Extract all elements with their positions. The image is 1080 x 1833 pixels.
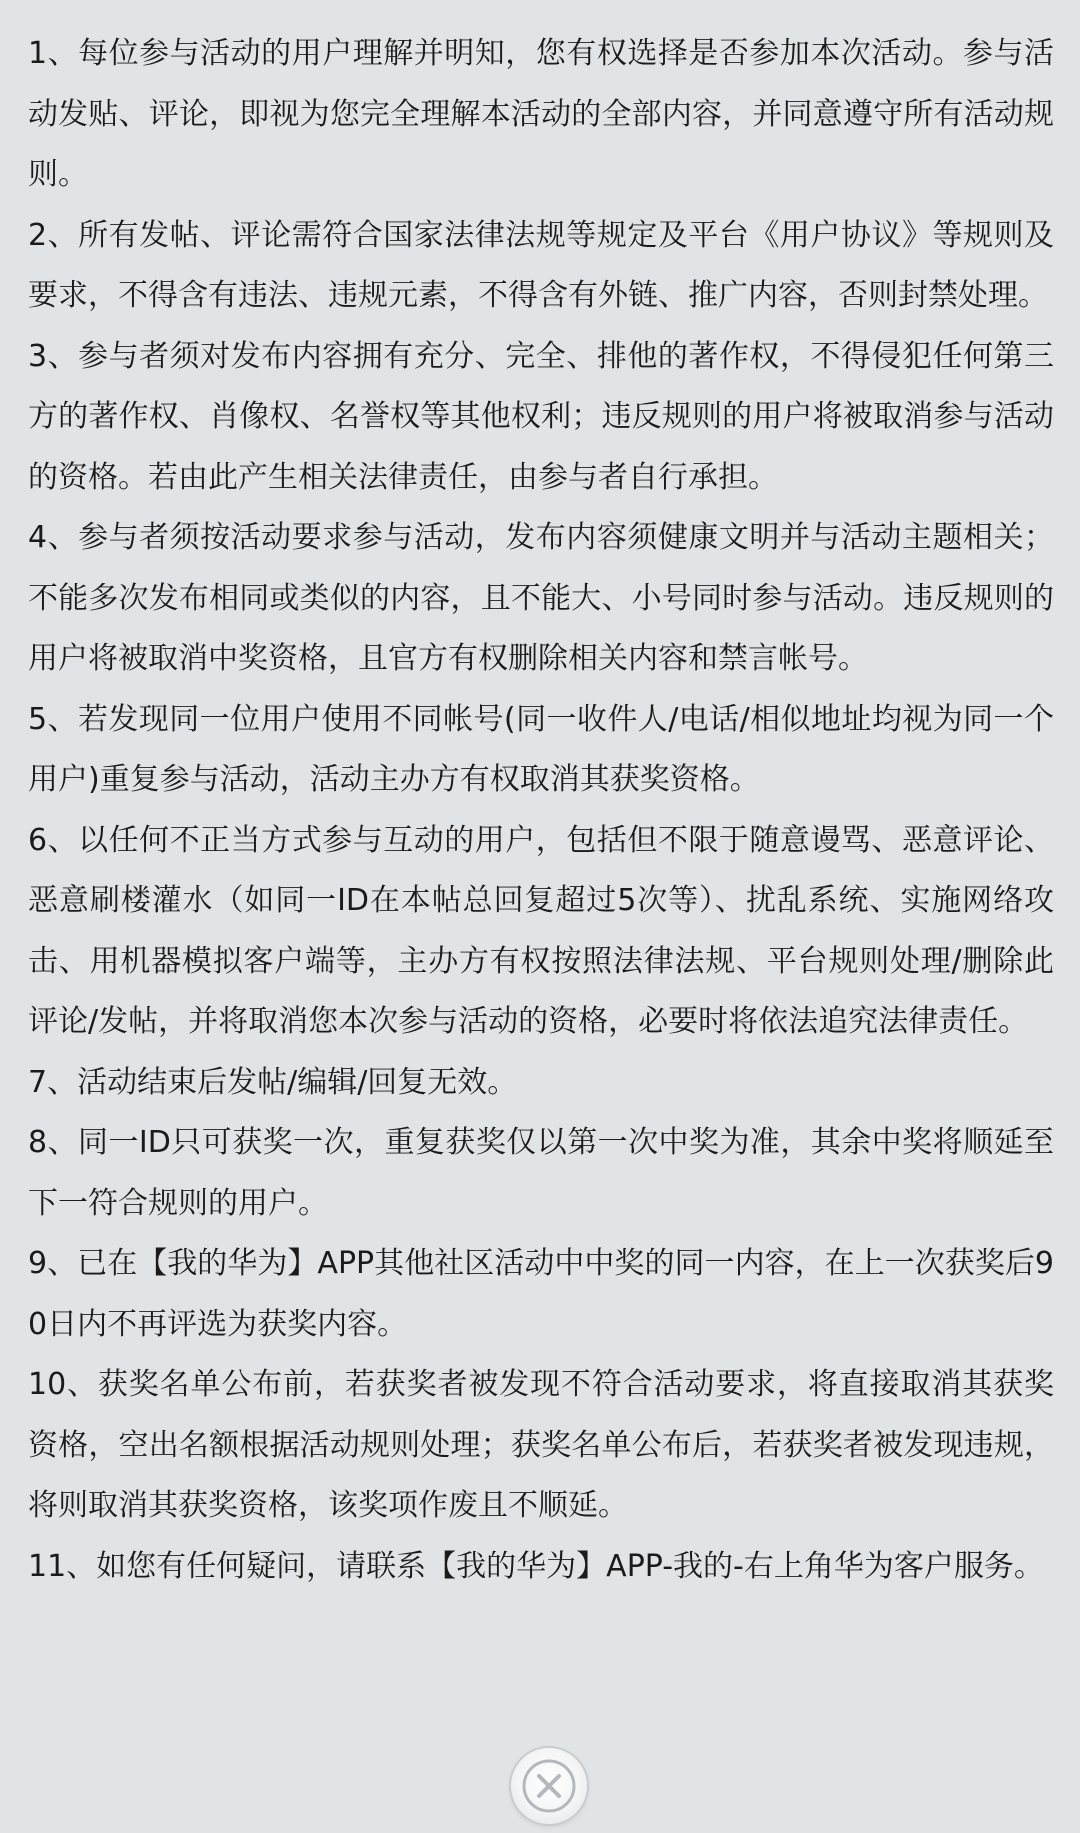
rule-item-2: 2、所有发帖、评论需符合国家法律法规等规定及平台《用户协议》等规则及要求，不得含有违法、违规元素，不得含有外链、推广内容，否则封禁处理。 <box>28 217 1054 313</box>
rule-item-7: 7、活动结束后发帖/编辑/回复无效。 <box>28 1064 518 1100</box>
rule-item-5: 5、若发现同一位用户使用不同帐号(同一收件人/电话/相似地址均视为同一个用户)重复参与活动，活动主办方有权取消其获奖资格。 <box>28 701 1054 797</box>
rule-item-11: 11、如您有任何疑问，请联系【我的华为】APP-我的-右上角华为客户服务。 <box>28 1548 1044 1584</box>
rule-item-1: 1、每位参与活动的用户理解并明知，您有权选择是否参加本次活动。参与活动发贴、评论，即视为您完全理解本活动的全部内容，并同意遵守所有活动规则。 <box>28 36 1054 192</box>
rule-item-8: 8、同一ID只可获奖一次，重复获奖仅以第一次中奖为准，其余中奖将顺延至下一符合规则的用户。 <box>28 1125 1054 1221</box>
rule-item-4: 4、参与者须按活动要求参与活动，发布内容须健康文明并与活动主题相关；不能多次发布相同或类似的内容，且不能大、小号同时参与活动。违反规则的用户将被取消中奖资格，且官方有权删除相关内容和禁言帐号。 <box>28 520 1054 676</box>
rule-item-6: 6、以任何不正当方式参与互动的用户，包括但不限于随意谩骂、恶意评论、恶意刷楼灌水（如同一ID在本帖总回复超过5次等）、扰乱系统、实施网络攻击、用机器模拟客户端等，主办方有权按照法律法规、平台规则处理/删除此评论/发帖，并将取消您本次参与活动的资格，必要时将依法追究法律责任。 <box>28 822 1054 1039</box>
close-button[interactable] <box>511 1748 587 1824</box>
rule-item-9: 9、已在【我的华为】APP其他社区活动中中奖的同一内容，在上一次获奖后90日内不再评选为获奖内容。 <box>28 1246 1054 1342</box>
rule-item-3: 3、参与者须对发布内容拥有充分、完全、排他的著作权，不得侵犯任何第三方的著作权、肖像权、名誉权等其他权利；违反规则的用户将被取消参与活动的资格。若由此产生相关法律责任，由参与者自行承担。 <box>28 338 1054 495</box>
rules-list <box>28 24 1054 1597</box>
close-icon <box>521 1758 577 1814</box>
rule-item-10: 10、获奖名单公布前，若获奖者被发现不符合活动要求，将直接取消其获奖资格，空出名额根据活动规则处理；获奖名单公布后，若获奖者被发现违规，将则取消其获奖资格，该奖项作废且不顺延。 <box>28 1367 1054 1523</box>
